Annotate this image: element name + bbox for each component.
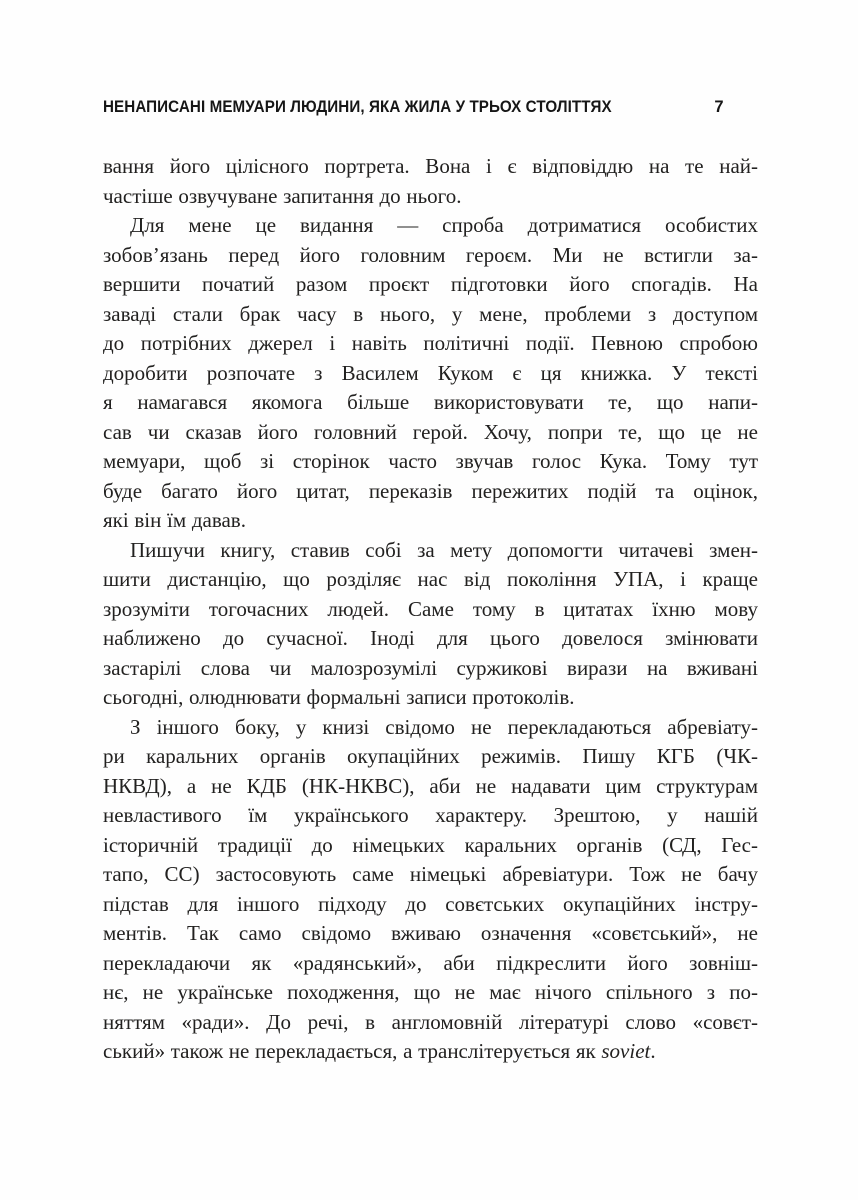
text-line: зобов’язань перед його головним героєм. Ми не встигли за-	[103, 242, 758, 267]
text-line: застарілі слова чи малозрозумілі суржикові вирази на вживані	[103, 655, 758, 680]
running-header-title: НЕНАПИСАНІ МЕМУАРИ ЛЮДИНИ, ЯКА ЖИЛА У ТРЬОХ СТОЛІТТЯХ	[103, 98, 612, 116]
text-line: історичній традиції до німецьких каральних органів (СД, Гес-	[103, 832, 758, 857]
text-line: вання його цілісного портрета. Вона і є відповіддю на те най-	[103, 154, 758, 178]
text-line: зрозуміти тогочасних людей. Саме тому в цитатах їхню мову	[103, 596, 758, 621]
text-line: перекладаючи як «радянський», аби підкреслити його зовніш-	[103, 950, 758, 975]
text-line: я намагався якомога більше використовувати те, що напи-	[103, 390, 758, 414]
text-line: Пишучи книгу, ставив собі за мету допомогти читачеві змен-	[130, 537, 758, 562]
text-line: Для мене це видання — спроба дотриматися особистих	[130, 213, 758, 237]
text-line: НКВД), а не КДБ (НК-НКВС), аби не надавати цим структурам	[103, 773, 758, 798]
text-line: З іншого боку, у книзі свідомо не перекладаються абревіату-	[130, 714, 758, 739]
text-line: частіше озвучуване запитання до нього.	[103, 183, 462, 208]
running-header	[103, 96, 758, 118]
text-line: нє, не українське походження, що не має нічого спільного з по-	[103, 980, 758, 1004]
text-line: шити дистанцію, що розділяє нас від покоління УПА, і краще	[103, 567, 758, 591]
paragraph	[103, 152, 758, 211]
text-line: сав чи сказав його головний герой. Хочу, попри те, що це не	[103, 419, 758, 444]
italic-text: soviet	[601, 1039, 651, 1063]
text-line: які він їм давав.	[103, 508, 246, 532]
text-line: до потрібних джерел і навіть політичні події. Певною спробою	[103, 331, 758, 355]
text-segment: .	[650, 1039, 656, 1063]
text-line: невластивого їм українського характеру. Зрештою, у нашій	[103, 803, 758, 827]
text-line: доробити розпочате з Василем Куком є ця книжка. У тексті	[103, 360, 758, 385]
text-line: тапо, СС) застосовують саме німецькі абревіатури. Тож не бачу	[103, 862, 758, 886]
text-line: буде багато його цитат, переказів пережитих подій та оцінок,	[103, 478, 758, 503]
text-line: заваді стали брак часу в нього, у мене, проблеми з доступом	[103, 301, 758, 326]
text-segment: ський» також не перекладається, а транслітерується як	[103, 1039, 602, 1063]
text-line: вершити початий разом проєкт підготовки його спогадів. На	[103, 272, 758, 296]
page-body	[103, 152, 758, 1067]
paragraph	[103, 211, 758, 536]
text-line: сьогодні, олюднювати формальні записи протоколів.	[103, 685, 575, 709]
text-line: ри каральних органів окупаційних режимів. Пишу КГБ (ЧК-	[103, 744, 758, 768]
paragraph	[103, 536, 758, 713]
text-line: ментів. Так само свідомо вживаю означення «совєтський», не	[103, 921, 758, 945]
text-line	[103, 1037, 758, 1067]
text-line: няттям «ради». До речі, в англомовній літературі слово «совєт-	[103, 1009, 758, 1034]
text-line: мемуари, щоб зі сторінок часто звучав голос Кука. Тому тут	[103, 449, 758, 473]
page-number: 7	[714, 98, 724, 116]
text-line: наближено до сучасної. Іноді для цього довелося змінювати	[103, 626, 758, 650]
text-line: підстав для іншого підходу до совєтських окупаційних інстру-	[103, 891, 758, 916]
paragraph	[103, 713, 758, 1067]
